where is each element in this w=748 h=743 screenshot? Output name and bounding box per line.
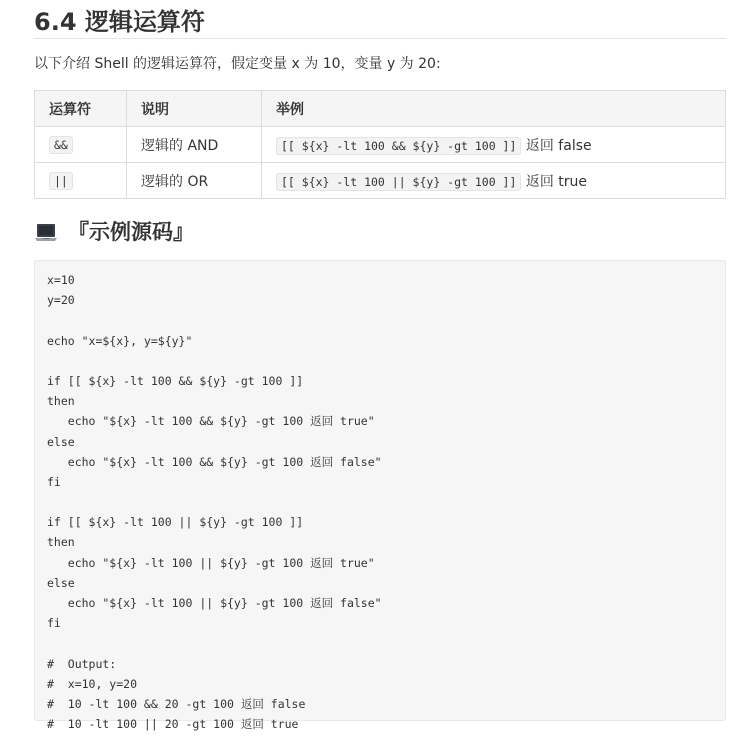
table-header-description: 说明 xyxy=(127,91,262,127)
table-header-operator: 运算符 xyxy=(35,91,127,127)
code-line: # 10 -lt 100 || 20 -gt 100 返回 true xyxy=(47,717,299,732)
table-row xyxy=(35,163,726,199)
example-result: 返回 false xyxy=(521,137,592,154)
example-result: 返回 true xyxy=(521,173,588,190)
code-line: then xyxy=(47,394,75,409)
code-line: y=20 xyxy=(47,293,75,308)
code-block xyxy=(34,260,726,732)
operator-code: && xyxy=(49,136,73,154)
example-cell xyxy=(262,163,726,199)
description-cell: 逻辑的 OR xyxy=(127,163,262,199)
laptop-icon xyxy=(34,221,58,243)
code-line: x=10 xyxy=(47,273,75,287)
code-line: echo "${x} -lt 100 || ${y} -gt 100 返回 false" xyxy=(47,596,382,610)
code-line: echo "x=${x}, y=${y}" xyxy=(47,333,193,348)
code-line: # Output: xyxy=(47,656,117,671)
table-header-example: 举例 xyxy=(262,91,726,127)
table-header-row xyxy=(35,91,726,127)
code-line: if [[ ${x} -lt 100 && ${y} -gt 100 ]] xyxy=(47,373,304,388)
code-line: # x=10, y=20 xyxy=(47,676,138,691)
code-line: else xyxy=(47,434,75,449)
description-cell: 逻辑的 AND xyxy=(127,127,262,163)
code-line: fi xyxy=(47,474,61,489)
code-line: fi xyxy=(47,616,61,631)
example-heading-row xyxy=(34,216,726,248)
code-line xyxy=(47,351,713,371)
code-line: echo "${x} -lt 100 || ${y} -gt 100 返回 true" xyxy=(47,555,375,570)
code-line xyxy=(47,310,713,330)
table-row xyxy=(35,127,726,163)
code-line: # 10 -lt 100 && 20 -gt 100 返回 false xyxy=(47,696,306,711)
example-code: [[ ${x} -lt 100 || ${y} -gt 100 ]] xyxy=(276,173,521,191)
example-cell xyxy=(262,127,726,163)
operator-code: || xyxy=(49,172,73,190)
example-code: [[ ${x} -lt 100 && ${y} -gt 100 ]] xyxy=(276,137,521,155)
section-heading: 6.4 逻辑运算符 xyxy=(34,0,726,39)
article-content xyxy=(34,0,726,732)
code-line: echo "${x} -lt 100 && ${y} -gt 100 返回 true" xyxy=(47,414,375,429)
code-line: then xyxy=(47,535,75,550)
code-line: echo "${x} -lt 100 && ${y} -gt 100 返回 false" xyxy=(47,454,382,469)
operator-cell xyxy=(35,163,127,199)
code-line xyxy=(47,633,713,653)
example-heading: 『示例源码』 xyxy=(68,220,194,244)
operator-table xyxy=(34,90,726,199)
code-line xyxy=(47,492,713,512)
code-line: else xyxy=(47,575,75,590)
intro-paragraph: 以下介绍 Shell 的逻辑运算符，假定变量 x 为 10，变量 y 为 20: xyxy=(34,56,441,72)
code-line: if [[ ${x} -lt 100 || ${y} -gt 100 ]] xyxy=(47,515,304,530)
operator-cell xyxy=(35,127,127,163)
